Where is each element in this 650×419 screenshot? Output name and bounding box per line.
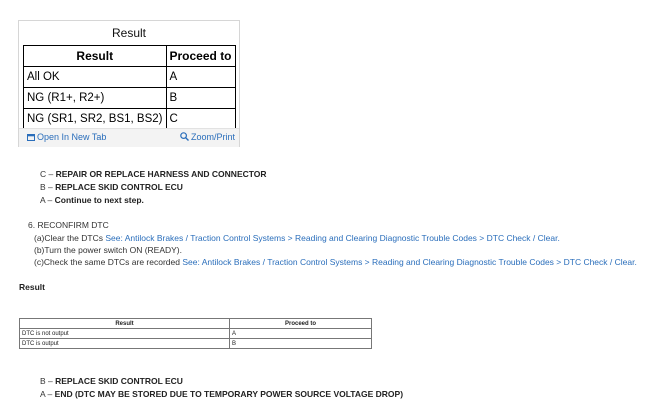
result-figure bbox=[18, 20, 240, 147]
step-6-title: 6. RECONFIRM DTC bbox=[28, 220, 109, 230]
cell-proceed: B bbox=[230, 339, 372, 349]
action-letter: C – bbox=[40, 169, 56, 179]
cell-result: All OK bbox=[24, 67, 167, 88]
action-letter: A – bbox=[40, 389, 55, 399]
action-letter: B – bbox=[40, 182, 56, 192]
action-item-a bbox=[40, 195, 144, 205]
action-item-b bbox=[40, 182, 183, 192]
cell-proceed: B bbox=[166, 88, 235, 109]
action-item-a bbox=[40, 389, 403, 399]
figure-table bbox=[23, 45, 236, 130]
result-heading: Result bbox=[19, 282, 45, 292]
open-new-tab-link[interactable] bbox=[27, 132, 106, 142]
table-row bbox=[20, 339, 372, 349]
step-6-a-text: (a)Clear the DTCs bbox=[34, 233, 106, 243]
cell-result: DTC is output bbox=[20, 339, 230, 349]
header-proceed-to: Proceed to bbox=[166, 46, 235, 67]
action-text: END (DTC MAY BE STORED DUE TO TEMPORARY POWER SOURCE VOLTAGE DROP) bbox=[54, 389, 404, 399]
action-item-b bbox=[40, 376, 183, 386]
open-new-tab-label: Open In New Tab bbox=[37, 132, 107, 142]
figure-table-header-row bbox=[24, 46, 236, 67]
action-text: REPLACE SKID CONTROL ECU bbox=[55, 182, 183, 192]
step-6-c bbox=[34, 257, 637, 267]
figure-toolbar bbox=[19, 128, 239, 147]
action-letter: A – bbox=[40, 195, 55, 205]
figure-title: Result bbox=[111, 26, 146, 40]
result-table-header-row bbox=[20, 319, 372, 329]
dtc-check-clear-link[interactable]: See: Antilock Brakes / Traction Control Systems > Reading and Clearing Diagnostic Trouble Codes > DTC Check / Clear. bbox=[182, 257, 637, 267]
action-letter: B – bbox=[40, 376, 56, 386]
table-row bbox=[24, 109, 236, 130]
action-item-c bbox=[40, 169, 267, 179]
table-row bbox=[24, 88, 236, 109]
header-result: Result bbox=[20, 319, 230, 329]
dtc-check-clear-link[interactable]: See: Antilock Brakes / Traction Control Systems > Reading and Clearing Diagnostic Trouble Codes > DTC Check / Clear. bbox=[105, 233, 560, 243]
cell-result: NG (R1+, R2+) bbox=[24, 88, 167, 109]
result-table bbox=[19, 318, 372, 349]
header-result: Result bbox=[24, 46, 167, 67]
cell-result: DTC is not output bbox=[20, 329, 230, 339]
step-6-c-text: (c)Check the same DTCs are recorded bbox=[34, 257, 183, 267]
cell-proceed: A bbox=[166, 67, 235, 88]
new-tab-icon bbox=[27, 134, 35, 141]
step-6-b: (b)Turn the power switch ON (READY). bbox=[34, 245, 182, 255]
zoom-print-label: Zoom/Print bbox=[190, 132, 235, 142]
table-row bbox=[20, 329, 372, 339]
cell-result: NG (SR1, SR2, BS1, BS2) bbox=[24, 109, 167, 130]
step-6-a bbox=[34, 233, 560, 243]
cell-proceed: C bbox=[166, 109, 235, 130]
header-proceed-to: Proceed to bbox=[230, 319, 372, 329]
table-row bbox=[24, 67, 236, 88]
magnifier-icon bbox=[180, 132, 189, 141]
cell-proceed: A bbox=[230, 329, 372, 339]
action-text: REPLACE SKID CONTROL ECU bbox=[55, 376, 183, 386]
action-text: Continue to next step. bbox=[54, 195, 144, 205]
zoom-print-link[interactable] bbox=[180, 132, 235, 142]
action-text: REPAIR OR REPLACE HARNESS AND CONNECTOR bbox=[55, 169, 267, 179]
